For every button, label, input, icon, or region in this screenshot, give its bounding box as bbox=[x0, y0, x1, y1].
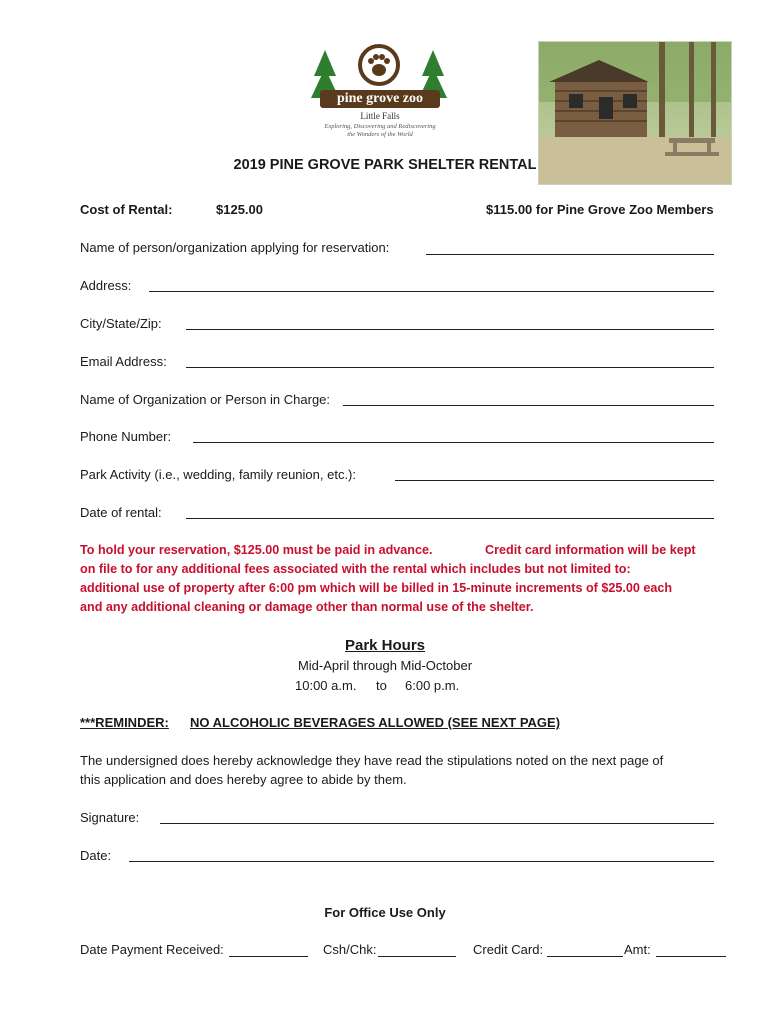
pine-grove-zoo-logo bbox=[310, 40, 450, 146]
applicant-field[interactable] bbox=[426, 254, 714, 255]
notice-line: additional use of property after 6:00 pm which will be billed in 15-minute increments of $25.00 each bbox=[80, 581, 673, 595]
notice-line: and any additional cleaning or damage other than normal use of the shelter. bbox=[80, 600, 534, 614]
address-field[interactable] bbox=[149, 291, 714, 292]
payment-date-field[interactable] bbox=[229, 956, 308, 957]
park-hours-heading: Park Hours bbox=[344, 637, 426, 654]
amount-field[interactable] bbox=[656, 956, 726, 957]
paw-print-icon bbox=[358, 44, 400, 86]
phone-label: Phone Number: bbox=[80, 429, 172, 444]
office-use-heading: For Office Use Only bbox=[324, 905, 446, 920]
page-title: 2019 PINE GROVE PARK SHELTER RENTAL bbox=[233, 157, 537, 173]
hours-start: 10:00 a.m. bbox=[295, 678, 357, 693]
member-price: $115.00 for Pine Grove Zoo Members bbox=[486, 202, 714, 217]
email-label: Email Address: bbox=[80, 354, 167, 369]
cost-label: Cost of Rental: bbox=[80, 202, 173, 217]
payment-date-label: Date Payment Received: bbox=[80, 942, 224, 957]
acknowledge-text: The undersigned does hereby acknowledge they have read the stipulations noted on the next page of bbox=[80, 753, 664, 768]
amount-label: Amt: bbox=[624, 942, 651, 957]
city-state-zip-field[interactable] bbox=[186, 329, 714, 330]
rental-date-field[interactable] bbox=[186, 518, 714, 519]
rental-date-label: Date of rental: bbox=[80, 505, 162, 520]
logo-subtitle: Little Falls bbox=[360, 111, 400, 121]
credit-card-label: Credit Card: bbox=[473, 942, 544, 957]
activity-field[interactable] bbox=[395, 480, 714, 481]
reminder-label: ***REMINDER: bbox=[80, 715, 169, 730]
signature-date-field[interactable] bbox=[129, 861, 714, 862]
org-person-label: Name of Organization or Person in Charge: bbox=[80, 392, 331, 407]
applicant-label: Name of person/organization applying for reservation: bbox=[80, 240, 390, 255]
reminder-text: NO ALCOHOLIC BEVERAGES ALLOWED (SEE NEXT PAGE) bbox=[190, 715, 561, 730]
email-field[interactable] bbox=[186, 367, 714, 368]
logo-tagline: the Wonders of the World bbox=[347, 131, 413, 138]
cash-check-label: Csh/Chk: bbox=[323, 942, 377, 957]
cost-price: $125.00 bbox=[216, 202, 263, 217]
notice-line: Credit card information will be kept bbox=[485, 543, 696, 557]
signature-label: Signature: bbox=[80, 810, 140, 825]
city-label: City/State/Zip: bbox=[80, 316, 162, 331]
notice-line: on file to for any additional fees associated with the rental which includes but not limited to: bbox=[80, 562, 631, 576]
acknowledge-text: this application and does hereby agree to abide by them. bbox=[80, 772, 407, 787]
cash-check-field[interactable] bbox=[378, 956, 456, 957]
date-label: Date: bbox=[80, 848, 112, 863]
hours-end: 6:00 p.m. bbox=[405, 678, 460, 693]
credit-card-field[interactable] bbox=[547, 956, 623, 957]
logo-wordmark: pine grove zoo bbox=[320, 90, 440, 108]
address-label: Address: bbox=[80, 278, 132, 293]
signature-field[interactable] bbox=[160, 823, 714, 824]
hours-to: to bbox=[376, 678, 387, 693]
phone-field[interactable] bbox=[193, 442, 714, 443]
logo-tagline: Exploring, Discovering and Rediscovering bbox=[324, 123, 436, 130]
activity-label: Park Activity (i.e., wedding, family reunion, etc.): bbox=[80, 467, 356, 482]
org-person-field[interactable] bbox=[343, 405, 714, 406]
park-season: Mid-April through Mid-October bbox=[297, 658, 473, 673]
notice-line: To hold your reservation, $125.00 must be paid in advance. bbox=[80, 543, 433, 557]
